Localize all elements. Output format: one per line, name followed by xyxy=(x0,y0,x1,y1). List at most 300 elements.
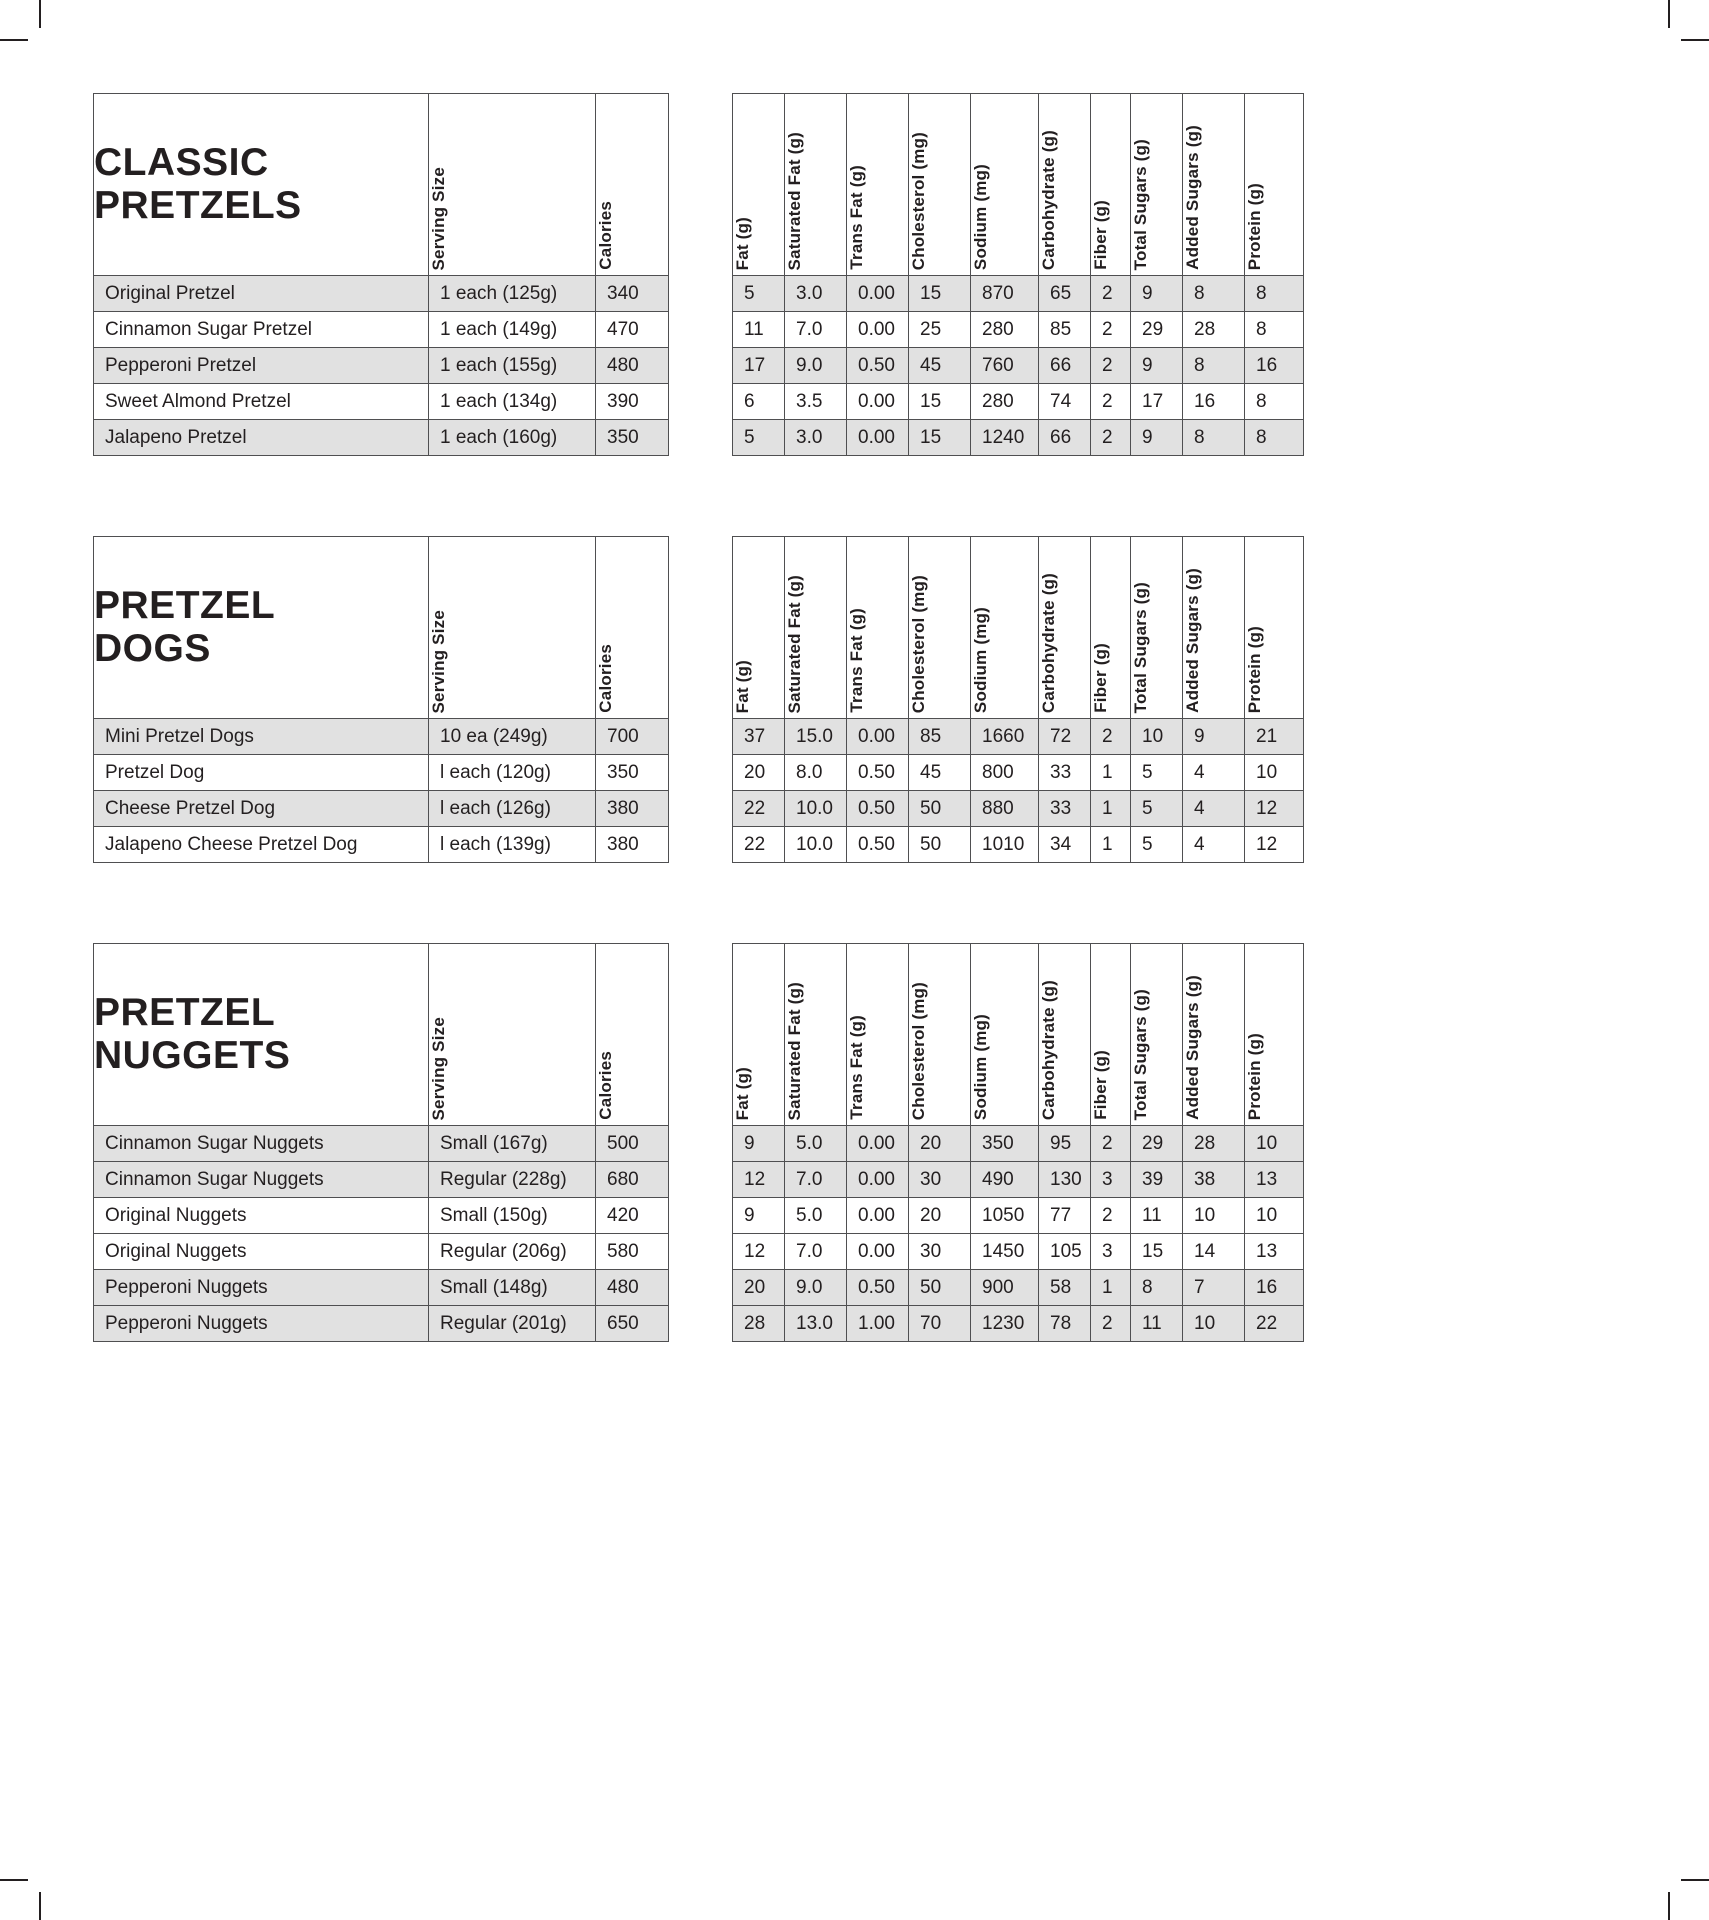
nutrition-value: 5.0 xyxy=(785,1198,847,1234)
crop-mark-bottom-right-h xyxy=(1681,1879,1709,1881)
nutrition-value: 0.50 xyxy=(847,1270,909,1306)
item-name: Pepperoni Nuggets xyxy=(94,1270,429,1306)
nutrition-value: 15.0 xyxy=(785,719,847,755)
nutrition-value: 5 xyxy=(733,420,785,456)
table-row xyxy=(733,312,1304,348)
column-label: Protein (g) xyxy=(1245,182,1264,270)
table-row xyxy=(733,384,1304,420)
table-row xyxy=(94,384,669,420)
nutrition-value: 0.00 xyxy=(847,384,909,420)
serving-size: Small (150g) xyxy=(429,1198,596,1234)
col-header-calories xyxy=(596,94,669,276)
serving-size: Regular (206g) xyxy=(429,1234,596,1270)
item-name: Cinnamon Sugar Pretzel xyxy=(94,312,429,348)
item-name: Pepperoni Nuggets xyxy=(94,1306,429,1342)
item-name: Pepperoni Pretzel xyxy=(94,348,429,384)
item-name: Original Pretzel xyxy=(94,276,429,312)
nutrition-value: 50 xyxy=(909,827,971,863)
column-label: Trans Fat (g) xyxy=(847,165,866,270)
column-label: Trans Fat (g) xyxy=(847,1015,866,1120)
nutrition-value: 2 xyxy=(1091,276,1131,312)
nutrition-value: 20 xyxy=(909,1198,971,1234)
calories: 680 xyxy=(596,1162,669,1198)
nutrition-value: 280 xyxy=(971,312,1039,348)
calories: 350 xyxy=(596,755,669,791)
serving-size-label: Serving Size xyxy=(429,1016,448,1120)
nutrition-value: 5 xyxy=(1131,791,1183,827)
col-header-cholesterol-mg xyxy=(909,537,971,719)
crop-mark-bottom-left-v xyxy=(39,1892,41,1920)
nutrition-value: 7.0 xyxy=(785,1234,847,1270)
serving-size: Small (148g) xyxy=(429,1270,596,1306)
nutrition-value: 0.50 xyxy=(847,827,909,863)
column-label: Total Sugars (g) xyxy=(1131,988,1150,1120)
nutrition-value: 13.0 xyxy=(785,1306,847,1342)
section-classic-pretzels xyxy=(93,93,1304,456)
column-label: Carbohydrate (g) xyxy=(1039,572,1058,713)
column-label: Fiber (g) xyxy=(1091,200,1110,270)
calories: 470 xyxy=(596,312,669,348)
nutrition-value: 900 xyxy=(971,1270,1039,1306)
nutrition-value: 9 xyxy=(1131,276,1183,312)
col-header-carbohydrate-g xyxy=(1039,944,1091,1126)
nutrition-value: 3 xyxy=(1091,1162,1131,1198)
nutrition-value: 10.0 xyxy=(785,791,847,827)
nutrition-value: 38 xyxy=(1183,1162,1245,1198)
nutrition-value: 800 xyxy=(971,755,1039,791)
nutrition-value: 8 xyxy=(1183,420,1245,456)
nutrition-value: 25 xyxy=(909,312,971,348)
column-label: Fat (g) xyxy=(733,1066,752,1120)
calories: 380 xyxy=(596,827,669,863)
col-header-fiber-g xyxy=(1091,944,1131,1126)
column-label: Carbohydrate (g) xyxy=(1039,979,1058,1120)
item-name: Sweet Almond Pretzel xyxy=(94,384,429,420)
col-header-fat-g xyxy=(733,944,785,1126)
table-row xyxy=(94,312,669,348)
nutrition-value: 29 xyxy=(1131,1126,1183,1162)
nutrition-value: 11 xyxy=(1131,1306,1183,1342)
nutrition-value: 1 xyxy=(1091,827,1131,863)
nutrition-value: 10 xyxy=(1245,1126,1304,1162)
col-header-total-sugars-g xyxy=(1131,94,1183,276)
nutrition-value: 65 xyxy=(1039,276,1091,312)
table-row xyxy=(94,1162,669,1198)
nutrition-value: 13 xyxy=(1245,1162,1304,1198)
nutrition-value: 880 xyxy=(971,791,1039,827)
nutrition-value: 17 xyxy=(733,348,785,384)
nutrition-value: 28 xyxy=(733,1306,785,1342)
nutrition-value: 5 xyxy=(733,276,785,312)
nutrition-value: 8 xyxy=(1245,276,1304,312)
item-name: Cheese Pretzel Dog xyxy=(94,791,429,827)
col-header-carbohydrate-g xyxy=(1039,537,1091,719)
col-header-added-sugars-g xyxy=(1183,537,1245,719)
nutrition-value: 16 xyxy=(1183,384,1245,420)
nutrition-value: 34 xyxy=(1039,827,1091,863)
table-row xyxy=(733,420,1304,456)
section-pretzel-nuggets xyxy=(93,943,1304,1342)
calories: 580 xyxy=(596,1234,669,1270)
column-label: Total Sugars (g) xyxy=(1131,581,1150,713)
serving-size-label: Serving Size xyxy=(429,166,448,270)
nutrition-value: 1240 xyxy=(971,420,1039,456)
table-row xyxy=(94,1306,669,1342)
nutrition-value: 4 xyxy=(1183,755,1245,791)
column-label: Added Sugars (g) xyxy=(1183,125,1202,270)
calories-label: Calories xyxy=(596,644,615,713)
col-header-added-sugars-g xyxy=(1183,944,1245,1126)
nutrition-value: 0.00 xyxy=(847,1198,909,1234)
nutrition-value: 10.0 xyxy=(785,827,847,863)
nutrition-value: 490 xyxy=(971,1162,1039,1198)
serving-size: 1 each (125g) xyxy=(429,276,596,312)
nutrition-value: 2 xyxy=(1091,384,1131,420)
item-name: Cinnamon Sugar Nuggets xyxy=(94,1162,429,1198)
nutrition-value: 350 xyxy=(971,1126,1039,1162)
nutrition-value: 2 xyxy=(1091,1198,1131,1234)
nutrition-value: 2 xyxy=(1091,1126,1131,1162)
nutrition-value: 9.0 xyxy=(785,1270,847,1306)
col-header-carbohydrate-g xyxy=(1039,94,1091,276)
calories: 340 xyxy=(596,276,669,312)
calories-label: Calories xyxy=(596,201,615,270)
nutrition-value: 8 xyxy=(1245,312,1304,348)
nutrition-value: 1450 xyxy=(971,1234,1039,1270)
column-label: Fat (g) xyxy=(733,659,752,713)
item-name: Mini Pretzel Dogs xyxy=(94,719,429,755)
nutrition-value: 50 xyxy=(909,1270,971,1306)
col-header-protein-g xyxy=(1245,944,1304,1126)
nutrition-value: 10 xyxy=(1245,1198,1304,1234)
nutrition-value: 1050 xyxy=(971,1198,1039,1234)
section-title: PRETZEL DOGS xyxy=(94,537,429,719)
table-row xyxy=(94,755,669,791)
nutrition-value: 7 xyxy=(1183,1270,1245,1306)
nutrition-value: 8 xyxy=(1183,276,1245,312)
nutrition-value: 8 xyxy=(1183,348,1245,384)
table-row xyxy=(94,1126,669,1162)
nutrition-value: 3.0 xyxy=(785,420,847,456)
nutrition-table-pretzel-nuggets xyxy=(732,943,1304,1342)
nutrition-value: 2 xyxy=(1091,312,1131,348)
crop-mark-bottom-right-v xyxy=(1668,1892,1670,1920)
nutrition-value: 0.50 xyxy=(847,791,909,827)
table-row xyxy=(94,1234,669,1270)
serving-size: Regular (201g) xyxy=(429,1306,596,1342)
nutrition-value: 12 xyxy=(733,1234,785,1270)
column-label: Fiber (g) xyxy=(1091,1050,1110,1120)
col-header-fiber-g xyxy=(1091,94,1131,276)
column-label: Sodium (mg) xyxy=(971,163,990,270)
table-row xyxy=(733,1198,1304,1234)
nutrition-value: 7.0 xyxy=(785,1162,847,1198)
nutrition-value: 760 xyxy=(971,348,1039,384)
table-row xyxy=(94,719,669,755)
table-row xyxy=(733,276,1304,312)
nutrition-value: 85 xyxy=(909,719,971,755)
nutrition-value: 16 xyxy=(1245,1270,1304,1306)
serving-size: Regular (228g) xyxy=(429,1162,596,1198)
col-header-cholesterol-mg xyxy=(909,94,971,276)
nutrition-value: 74 xyxy=(1039,384,1091,420)
calories: 380 xyxy=(596,791,669,827)
nutrition-value: 0.00 xyxy=(847,1234,909,1270)
col-header-total-sugars-g xyxy=(1131,537,1183,719)
nutrition-value: 9 xyxy=(1183,719,1245,755)
item-name: Original Nuggets xyxy=(94,1198,429,1234)
table-row xyxy=(733,719,1304,755)
nutrition-value: 1 xyxy=(1091,791,1131,827)
nutrition-value: 3 xyxy=(1091,1234,1131,1270)
col-header-saturated-fat-g xyxy=(785,94,847,276)
column-label: Saturated Fat (g) xyxy=(785,981,804,1120)
section-pretzel-dogs xyxy=(93,536,1304,863)
section-title: CLASSIC PRETZELS xyxy=(94,94,429,276)
table-row xyxy=(733,1162,1304,1198)
nutrition-value: 0.50 xyxy=(847,755,909,791)
nutrition-value: 10 xyxy=(1183,1198,1245,1234)
nutrition-table-classic-pretzels xyxy=(732,93,1304,456)
table-row xyxy=(733,827,1304,863)
nutrition-value: 28 xyxy=(1183,312,1245,348)
nutrition-value: 0.00 xyxy=(847,276,909,312)
items-table-classic-pretzels xyxy=(93,93,669,456)
col-header-total-sugars-g xyxy=(1131,944,1183,1126)
nutrition-value: 7.0 xyxy=(785,312,847,348)
nutrition-sheet xyxy=(93,93,1304,1422)
nutrition-value: 5.0 xyxy=(785,1126,847,1162)
column-label: Added Sugars (g) xyxy=(1183,568,1202,713)
calories: 480 xyxy=(596,348,669,384)
nutrition-value: 2 xyxy=(1091,348,1131,384)
nutrition-value: 78 xyxy=(1039,1306,1091,1342)
nutrition-value: 5 xyxy=(1131,755,1183,791)
calories: 480 xyxy=(596,1270,669,1306)
nutrition-value: 8 xyxy=(1245,384,1304,420)
header-row xyxy=(733,944,1304,1126)
nutrition-value: 12 xyxy=(1245,791,1304,827)
col-header-trans-fat-g xyxy=(847,944,909,1126)
col-header-serving-size xyxy=(429,94,596,276)
column-label: Total Sugars (g) xyxy=(1131,138,1150,270)
nutrition-value: 2 xyxy=(1091,1306,1131,1342)
nutrition-value: 3.0 xyxy=(785,276,847,312)
nutrition-value: 10 xyxy=(1245,755,1304,791)
nutrition-value: 70 xyxy=(909,1306,971,1342)
nutrition-value: 15 xyxy=(909,420,971,456)
column-label: Sodium (mg) xyxy=(971,1013,990,1120)
nutrition-value: 29 xyxy=(1131,312,1183,348)
nutrition-value: 1230 xyxy=(971,1306,1039,1342)
column-label: Trans Fat (g) xyxy=(847,608,866,713)
nutrition-value: 39 xyxy=(1131,1162,1183,1198)
calories: 650 xyxy=(596,1306,669,1342)
nutrition-value: 0.00 xyxy=(847,420,909,456)
serving-size: Small (167g) xyxy=(429,1126,596,1162)
nutrition-value: 58 xyxy=(1039,1270,1091,1306)
nutrition-value: 22 xyxy=(1245,1306,1304,1342)
item-name: Pretzel Dog xyxy=(94,755,429,791)
nutrition-value: 17 xyxy=(1131,384,1183,420)
nutrition-value: 22 xyxy=(733,827,785,863)
nutrition-value: 10 xyxy=(1183,1306,1245,1342)
nutrition-value: 33 xyxy=(1039,791,1091,827)
table-row xyxy=(733,1270,1304,1306)
nutrition-value: 9 xyxy=(733,1126,785,1162)
nutrition-value: 20 xyxy=(733,1270,785,1306)
table-row xyxy=(733,755,1304,791)
nutrition-value: 12 xyxy=(1245,827,1304,863)
serving-size-label: Serving Size xyxy=(429,609,448,713)
nutrition-value: 30 xyxy=(909,1162,971,1198)
header-row xyxy=(94,537,669,719)
nutrition-value: 85 xyxy=(1039,312,1091,348)
nutrition-value: 2 xyxy=(1091,420,1131,456)
section-title: PRETZEL NUGGETS xyxy=(94,944,429,1126)
col-header-sodium-mg xyxy=(971,944,1039,1126)
nutrition-value: 50 xyxy=(909,791,971,827)
nutrition-value: 5 xyxy=(1131,827,1183,863)
nutrition-value: 13 xyxy=(1245,1234,1304,1270)
nutrition-value: 9 xyxy=(1131,348,1183,384)
column-label: Protein (g) xyxy=(1245,1032,1264,1120)
nutrition-value: 130 xyxy=(1039,1162,1091,1198)
nutrition-value: 28 xyxy=(1183,1126,1245,1162)
nutrition-value: 11 xyxy=(733,312,785,348)
nutrition-value: 1.00 xyxy=(847,1306,909,1342)
col-header-saturated-fat-g xyxy=(785,944,847,1126)
nutrition-value: 15 xyxy=(909,384,971,420)
col-header-sodium-mg xyxy=(971,537,1039,719)
nutrition-value: 14 xyxy=(1183,1234,1245,1270)
table-row xyxy=(733,1234,1304,1270)
crop-mark-top-left-h xyxy=(0,39,28,41)
column-label: Cholesterol (mg) xyxy=(909,574,928,713)
calories: 420 xyxy=(596,1198,669,1234)
col-header-serving-size xyxy=(429,537,596,719)
nutrition-value: 0.00 xyxy=(847,1162,909,1198)
column-label: Carbohydrate (g) xyxy=(1039,129,1058,270)
nutrition-value: 9.0 xyxy=(785,348,847,384)
nutrition-value: 1010 xyxy=(971,827,1039,863)
nutrition-value: 95 xyxy=(1039,1126,1091,1162)
crop-mark-bottom-left-h xyxy=(0,1879,28,1881)
col-header-serving-size xyxy=(429,944,596,1126)
serving-size: l each (139g) xyxy=(429,827,596,863)
col-header-protein-g xyxy=(1245,94,1304,276)
crop-mark-top-left-v xyxy=(39,0,41,28)
nutrition-table-pretzel-dogs xyxy=(732,536,1304,863)
column-label: Saturated Fat (g) xyxy=(785,131,804,270)
nutrition-value: 66 xyxy=(1039,348,1091,384)
column-label: Fiber (g) xyxy=(1091,643,1110,713)
nutrition-value: 9 xyxy=(1131,420,1183,456)
nutrition-value: 9 xyxy=(733,1198,785,1234)
nutrition-value: 77 xyxy=(1039,1198,1091,1234)
nutrition-value: 280 xyxy=(971,384,1039,420)
header-row xyxy=(733,94,1304,276)
col-header-fiber-g xyxy=(1091,537,1131,719)
nutrition-value: 45 xyxy=(909,348,971,384)
col-header-trans-fat-g xyxy=(847,537,909,719)
nutrition-value: 12 xyxy=(733,1162,785,1198)
header-row xyxy=(94,944,669,1126)
serving-size: 10 ea (249g) xyxy=(429,719,596,755)
column-label: Added Sugars (g) xyxy=(1183,975,1202,1120)
calories: 500 xyxy=(596,1126,669,1162)
nutrition-value: 1 xyxy=(1091,1270,1131,1306)
calories-label: Calories xyxy=(596,1051,615,1120)
calories: 390 xyxy=(596,384,669,420)
nutrition-value: 3.5 xyxy=(785,384,847,420)
nutrition-value: 8 xyxy=(1245,420,1304,456)
nutrition-value: 22 xyxy=(733,791,785,827)
table-row xyxy=(733,791,1304,827)
nutrition-value: 15 xyxy=(1131,1234,1183,1270)
nutrition-value: 870 xyxy=(971,276,1039,312)
column-label: Sodium (mg) xyxy=(971,606,990,713)
nutrition-value: 8.0 xyxy=(785,755,847,791)
table-row xyxy=(94,420,669,456)
serving-size: 1 each (160g) xyxy=(429,420,596,456)
serving-size: 1 each (149g) xyxy=(429,312,596,348)
col-header-fat-g xyxy=(733,537,785,719)
nutrition-value: 21 xyxy=(1245,719,1304,755)
column-label: Fat (g) xyxy=(733,216,752,270)
item-name: Jalapeno Cheese Pretzel Dog xyxy=(94,827,429,863)
col-header-cholesterol-mg xyxy=(909,944,971,1126)
nutrition-value: 45 xyxy=(909,755,971,791)
column-label: Cholesterol (mg) xyxy=(909,131,928,270)
nutrition-value: 11 xyxy=(1131,1198,1183,1234)
table-row xyxy=(94,1198,669,1234)
serving-size: l each (126g) xyxy=(429,791,596,827)
nutrition-value: 4 xyxy=(1183,827,1245,863)
col-header-sodium-mg xyxy=(971,94,1039,276)
nutrition-value: 4 xyxy=(1183,791,1245,827)
col-header-fat-g xyxy=(733,94,785,276)
calories: 700 xyxy=(596,719,669,755)
nutrition-value: 1 xyxy=(1091,755,1131,791)
nutrition-value: 8 xyxy=(1131,1270,1183,1306)
nutrition-value: 72 xyxy=(1039,719,1091,755)
nutrition-value: 0.00 xyxy=(847,719,909,755)
serving-size: 1 each (134g) xyxy=(429,384,596,420)
nutrition-value: 0.00 xyxy=(847,1126,909,1162)
nutrition-value: 105 xyxy=(1039,1234,1091,1270)
nutrition-value: 6 xyxy=(733,384,785,420)
table-row xyxy=(733,1306,1304,1342)
serving-size: l each (120g) xyxy=(429,755,596,791)
nutrition-value: 33 xyxy=(1039,755,1091,791)
crop-mark-top-right-h xyxy=(1681,39,1709,41)
items-table-pretzel-dogs xyxy=(93,536,669,863)
col-header-added-sugars-g xyxy=(1183,94,1245,276)
nutrition-value: 0.50 xyxy=(847,348,909,384)
crop-mark-top-right-v xyxy=(1668,0,1670,28)
item-name: Cinnamon Sugar Nuggets xyxy=(94,1126,429,1162)
nutrition-value: 0.00 xyxy=(847,312,909,348)
col-header-saturated-fat-g xyxy=(785,537,847,719)
nutrition-value: 15 xyxy=(909,276,971,312)
table-row xyxy=(94,827,669,863)
nutrition-value: 16 xyxy=(1245,348,1304,384)
column-label: Saturated Fat (g) xyxy=(785,574,804,713)
header-row xyxy=(94,94,669,276)
nutrition-value: 2 xyxy=(1091,719,1131,755)
table-row xyxy=(733,1126,1304,1162)
